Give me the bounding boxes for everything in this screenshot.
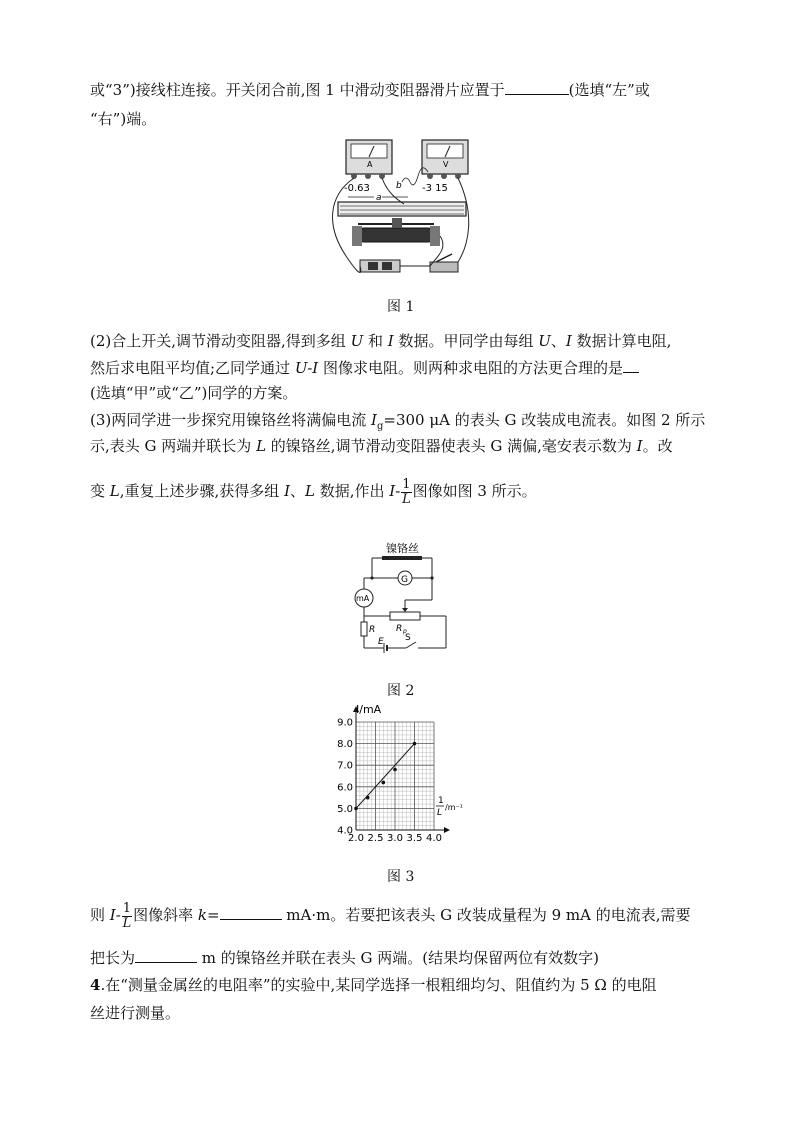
text: ,重复上述步骤,获得多组 bbox=[119, 482, 285, 500]
resistor-r bbox=[361, 622, 367, 636]
rheostat-sub: p bbox=[403, 628, 407, 635]
text: .在“测量金属丝的电阻率”的实验中,某同学选择一根粗细均匀、阻值约为 5 Ω 的电阻 bbox=[100, 976, 657, 994]
label-b: b bbox=[396, 181, 402, 191]
text: 。改 bbox=[642, 437, 673, 455]
text: =300 μA 的表头 G 改装成电流表。如图 2 所示 bbox=[383, 411, 706, 429]
figure-2-caption: 图 2 bbox=[387, 683, 415, 699]
figure-2-circuit-diagram bbox=[350, 540, 454, 656]
data-point bbox=[393, 768, 397, 772]
resistor-label: R bbox=[369, 625, 376, 635]
text: 变 bbox=[90, 482, 110, 500]
figure-1-caption: 图 1 bbox=[387, 299, 415, 315]
battery-box bbox=[360, 260, 400, 272]
text: (2)合上开关,调节滑动变阻器,得到多组 bbox=[90, 332, 351, 350]
text: 示,表头 G 两端并联长为 bbox=[90, 437, 257, 455]
y-axis-label: I/mA bbox=[356, 703, 382, 716]
answer-blank-length bbox=[135, 946, 197, 963]
switch-label: S bbox=[405, 633, 411, 643]
fit-line bbox=[356, 744, 415, 809]
x-tick-label: 2.5 bbox=[367, 833, 384, 844]
question-4-line-2 bbox=[90, 1002, 180, 1024]
var-u: U bbox=[538, 332, 551, 350]
x-axis-label bbox=[436, 796, 463, 818]
text-line-6 bbox=[90, 409, 705, 438]
text: 把长为 bbox=[90, 949, 136, 967]
text: 数据,作出 bbox=[314, 482, 390, 500]
text: 的镍铬丝,调节滑动变阻器使表头 G 满偏,毫安表示数为 bbox=[266, 437, 637, 455]
milliammeter-label: mA bbox=[356, 594, 370, 603]
data-point bbox=[366, 796, 370, 800]
data-point bbox=[382, 781, 386, 785]
x-label-num: 1 bbox=[438, 796, 444, 806]
text-line-5 bbox=[90, 382, 297, 404]
text: (选填“甲”或“乙”)同学的方案。 bbox=[90, 384, 298, 402]
text: 图像求电阻。则两种求电阻的方法更合理的是 bbox=[318, 359, 623, 377]
figure-3-caption: 图 3 bbox=[387, 869, 415, 885]
x-tick-label: 3.0 bbox=[387, 833, 403, 844]
text: 丝进行测量。 bbox=[90, 1004, 181, 1022]
x-tick-label: 2.0 bbox=[348, 833, 364, 844]
y-tick-label: 6.0 bbox=[337, 782, 353, 794]
data-point bbox=[413, 742, 417, 746]
text-line-10 bbox=[90, 946, 599, 969]
x-label-den: L bbox=[437, 808, 443, 818]
label-a: a bbox=[376, 193, 382, 203]
rheostat-label: R bbox=[396, 624, 403, 634]
text-line-3 bbox=[90, 330, 671, 352]
fraction-1-over-l: $\frac{1}{L}$ bbox=[402, 476, 411, 507]
text-line-7 bbox=[90, 435, 673, 457]
var-i: I bbox=[371, 411, 377, 429]
text: 或“3”)接线柱连接。开关闭合前,图 1 中滑动变阻器滑片应置于 bbox=[90, 81, 505, 99]
text: 、 bbox=[290, 482, 306, 500]
frac-prefix: I- bbox=[389, 482, 401, 500]
y-tick-label: 7.0 bbox=[337, 760, 353, 772]
var-i: I bbox=[387, 332, 394, 350]
y-tick-label: 9.0 bbox=[337, 717, 353, 729]
text-line-4 bbox=[90, 356, 639, 379]
figure-1-circuit-photo bbox=[318, 136, 478, 284]
var-k: k bbox=[197, 906, 207, 924]
text: “右”)端。 bbox=[90, 110, 157, 128]
var-l: L bbox=[256, 437, 267, 455]
text: 和 bbox=[363, 332, 388, 350]
var-i: I bbox=[636, 437, 643, 455]
text: m 的镍铬丝并联在表头 G 两端。(结果均保留两位有效数字) bbox=[197, 949, 600, 967]
ammeter-terminals: -0.63 bbox=[344, 183, 370, 194]
voltmeter-terminals: -3 15 bbox=[422, 183, 448, 194]
y-tick-label: 8.0 bbox=[337, 739, 353, 751]
answer-blank bbox=[623, 356, 639, 373]
text: mA·m。若要把该表头 G 改装成量程为 9 mA 的电流表,需要 bbox=[281, 906, 691, 924]
x-tick-label: 4.0 bbox=[426, 833, 442, 844]
text: (3)两同学进一步探究用镍铬丝将满偏电流 bbox=[90, 411, 372, 429]
text: 数据。甲同学由每组 bbox=[393, 332, 539, 350]
battery-label: E bbox=[378, 637, 384, 647]
voltmeter-letter: V bbox=[443, 160, 449, 169]
text: 则 bbox=[90, 906, 110, 924]
ammeter-letter: A bbox=[367, 160, 373, 169]
y-tick-label: 4.0 bbox=[337, 825, 353, 837]
rheostat-body bbox=[358, 228, 434, 242]
text: (选填“左”或 bbox=[568, 81, 650, 99]
question-4-line-1 bbox=[90, 974, 657, 996]
y-tick-label: 5.0 bbox=[337, 803, 353, 815]
x-axis-arrow bbox=[444, 827, 450, 833]
switch bbox=[430, 262, 458, 272]
text-line-9 bbox=[90, 900, 691, 931]
text-line-1 bbox=[90, 78, 650, 101]
var-l: L bbox=[305, 482, 315, 500]
answer-blank-slope bbox=[220, 903, 282, 920]
text-line-2 bbox=[90, 108, 156, 130]
text: 然后求电阻平均值;乙同学通过 bbox=[90, 359, 295, 377]
frac-prefix: I- bbox=[109, 906, 121, 924]
var-i: I bbox=[565, 332, 572, 350]
figure-3-chart bbox=[320, 700, 490, 850]
text-line-8 bbox=[90, 476, 537, 507]
var-i: I bbox=[284, 482, 290, 500]
answer-blank bbox=[505, 78, 569, 95]
nichrome-wire bbox=[382, 556, 422, 560]
text: 、 bbox=[550, 332, 566, 350]
var-ui: U-I bbox=[294, 359, 319, 377]
text: 图像如图 3 所示。 bbox=[412, 482, 537, 500]
galvanometer-letter: G bbox=[401, 575, 408, 585]
var-l: L bbox=[109, 482, 120, 500]
subscript-g: g bbox=[376, 421, 384, 432]
text: = bbox=[206, 906, 220, 924]
x-tick-label: 3.5 bbox=[406, 833, 423, 844]
nichrome-label: 镍铬丝 bbox=[386, 542, 419, 555]
data-point bbox=[354, 807, 358, 811]
var-u: U bbox=[350, 332, 364, 350]
x-label-unit: /m⁻¹ bbox=[445, 803, 463, 812]
fraction-1-over-l: $\frac{1}{L}$ bbox=[122, 900, 132, 931]
rheostat-rp bbox=[390, 612, 420, 620]
text: 图像斜率 bbox=[133, 906, 198, 924]
text: 数据计算电阻, bbox=[571, 332, 672, 350]
question-number: 4 bbox=[90, 976, 101, 994]
